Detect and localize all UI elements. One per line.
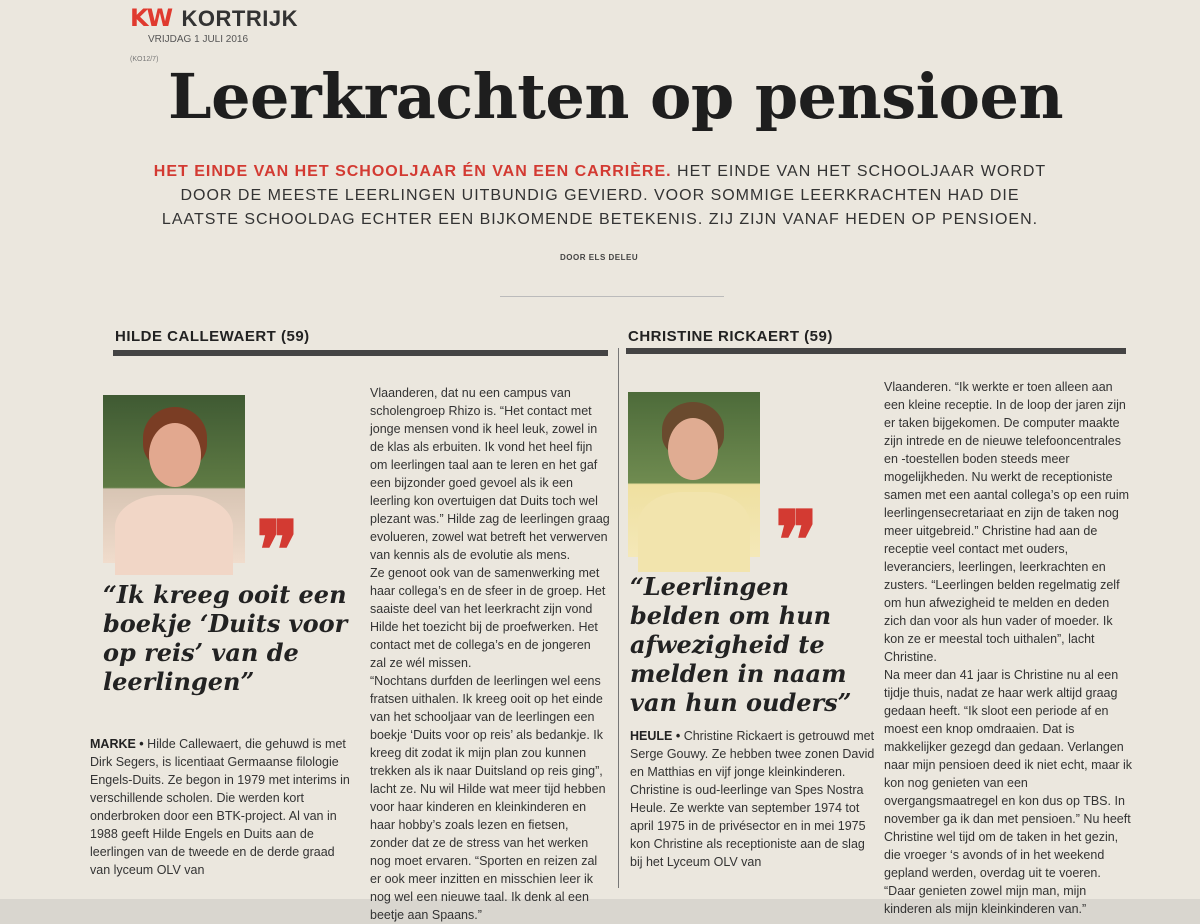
issue-date: VRIJDAG 1 JULI 2016: [148, 34, 249, 45]
headline: Leerkrachten op pensioen: [168, 60, 1064, 133]
intro: [150, 160, 1050, 232]
column-divider: [618, 348, 619, 888]
edition-city: KORTRIJK: [181, 6, 298, 31]
intro-lead: HET EINDE VAN HET SCHOOLJAAR ÉN VAN EEN CARRIÈRE.: [153, 163, 672, 180]
article-col-4: [884, 378, 1134, 918]
article-text: Christine Rickaert is getrouwd met Serge Gouwy. Ze hebben twee zonen David en Matthias en vijf jonge kleinkinderen. Christine is oud-leerlinge van Spes Nostra Heule. Ze werkte van september 1974 tot april 1975 in de privésector en in mei 1975 kon Christine als receptioniste aan de slag bij het Lyceum OLV van: [630, 729, 875, 869]
name-bar: [626, 348, 1126, 354]
masthead: [130, 4, 298, 32]
article-col-2: [370, 384, 610, 924]
dateline-place: MARKE •: [90, 737, 144, 751]
pullquote-hilde: “Ik kreeg ooit een boekje ‘Duits voor op reis’ van de leerlingen”: [103, 580, 348, 696]
divider: [500, 296, 724, 297]
article-col-3: [630, 727, 875, 871]
photo-christine: [628, 392, 760, 557]
profile-name-hilde: HILDE CALLEWAERT (59): [115, 328, 310, 345]
photo-face: [668, 418, 718, 480]
paragraph: “Nochtans durfden de leerlingen wel eens fratsen uithalen. Ik kreeg ooit op het einde van het schooljaar van de leerlingen een boekje ‘Duits voor op reis’ als bedankje. Ik kreeg dit zodat ik mijn plan zou kunnen trekken als ik naar Duitsland op reis ging”, lacht ze. Nu wil Hilde wat meer tijd hebben voor haar kinderen en kleinkinderen en haar hobby’s zoals lezen en fietsen, zonder dat ze de stress van het werken nog moet ervaren. “Sporten en reizen zal er ook meer inzitten en misschien leer ik nog wel een nieuwe taal. Ik denk al een beetje aan Spaans.”: [370, 674, 606, 922]
kw-logo: [130, 4, 171, 32]
paragraph: Vlaanderen, dat nu een campus van scholengroep Rhizo is. “Het contact met jonge mensen vond ik heel leuk, zowel in de klas als erbuiten. Ik vond het heel fijn om leerlingen taal aan te leren en het gaf een bijzonder goed gevoel als ik een leerling kon overtuigen dat Duits toch wel plezant was.” Hilde zag de leerlingen graag evolueren, zowel wat betreft het verwerven van kennis als de evolutie als mens.: [370, 386, 610, 562]
photo-body: [115, 495, 233, 575]
photo-hilde: [103, 395, 245, 563]
photo-face: [149, 423, 201, 487]
paragraph: Vlaanderen. “Ik werkte er toen alleen aan een kleine receptie. In de loop der jaren zijn er taken bijgekomen. De computer maakte zijn intrede en de nieuwe telefooncentrales en -toestellen boden steeds meer mogelijkheden. Nu werkt de receptioniste samen met een aantal collega’s op een ruim leerlingensecretariaat en zijn de taken nog meer uitgebreid.” Christine had aan de receptie veel contact met ouders, leveranciers, leerlingen, leerkrachten en zusters. “Leerlingen belden regelmatig zelf om hun afwezigheid te melden en deden zich dan voor als hun vader of moeder. Ik kon ze er meestal toch uithalen”, lacht Christine.: [884, 380, 1130, 664]
byline: DOOR ELS DELEU: [560, 253, 639, 262]
photo-body: [638, 492, 750, 572]
name-bar: [113, 350, 608, 356]
page-ref: (KO12/7): [130, 56, 159, 63]
intro-text: HET EINDE VAN HET SCHOOLJAAR WORDT DOOR DE MEESTE LEERLINGEN UITBUNDIG GEVIERD. VOOR SOMMIGE LEERKRACHTEN HAD DIE LAATSTE SCHOOLDAG ECHTER EEN BIJKOMENDE BETEKENIS. ZIJ ZIJN VANAF HEDEN OP PENSIOEN.: [161, 163, 1047, 228]
quote-icon: ❞: [256, 503, 300, 597]
article-col-1: [90, 735, 352, 879]
dateline-place: HEULE •: [630, 729, 681, 743]
pullquote-christine: “Leerlingen belden om hun afwezigheid te melden in naam van hun ouders”: [630, 572, 852, 717]
paragraph: Ze genoot ook van de samenwerking met haar collega’s en de sfeer in de groep. Het saaiste deel van het leerkracht zijn vond Hilde het toezicht bij de proefwerken. Het contact met de collega’s en de jongeren zal ze wél missen.: [370, 566, 606, 670]
logo-text: KW: [130, 4, 172, 32]
quote-icon: ❞: [775, 493, 819, 587]
article-text: Hilde Callewaert, die gehuwd is met Dirk Segers, is licentiaat Germaanse filologie Engels-Duits. Ze begon in 1979 met interims in verschillende scholen. Die werden kort onderbroken door een BTK-project. Al van in 1988 geeft Hilde Engels en Duits aan de leerlingen van de tweede en de derde graad van lyceum OLV van: [90, 737, 350, 877]
paragraph: Na meer dan 41 jaar is Christine nu al een tijdje thuis, nadat ze haar werk altijd graag gedaan heeft. “Ik sloot een periode af en moest een knop omdraaien. Dat is makkelijker gezegd dan gedaan. Verlangen naar mijn pensioen deed ik niet echt, maar ik kon nog genieten van een overgangsmaatregel en kon dus op TBS. In november ga ik dan met pensioen.” Nu heeft Christine wel tijd om de taken in het gezin, die vroeger ‘s avonds of in het weekend gepland werden, overdag uit te voeren. “Daar genieten zowel mijn man, mijn kinderen als mijn kleinkinderen van.”: [884, 668, 1133, 916]
profile-name-christine: CHRISTINE RICKAERT (59): [628, 328, 833, 345]
